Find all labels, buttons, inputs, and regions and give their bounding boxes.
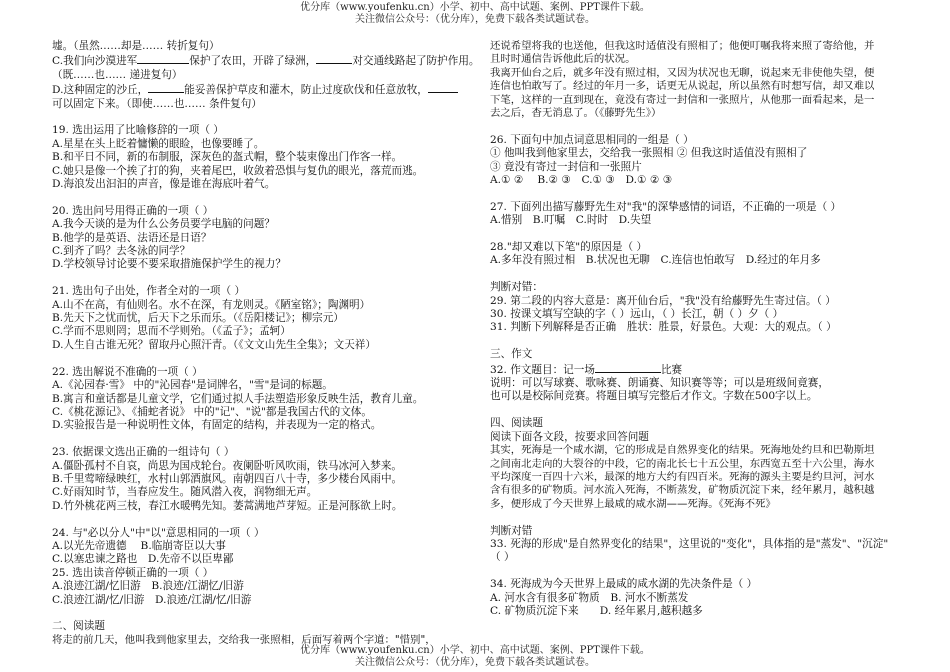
passage-line: 含有很多的矿物质。河水流入死海，不断蒸发，矿物质沉淀下来，经年累月，越积越 bbox=[490, 484, 875, 497]
passage-line: 将走的前几天，他叫我到他家里去，交给我一张照相，后面写着两个字道："惜别"， bbox=[52, 633, 436, 646]
option: D.人生自古谁无死？留取丹心照汗青。（《文文山先生全集》；文天祥） bbox=[52, 338, 376, 351]
passage-line: 多，便形成了今天世界上最咸的咸水湖——死海。《死海不死》 bbox=[490, 497, 776, 510]
option: A.浪迹江湖/忆旧游 B.浪迹/江湖忆/旧游 bbox=[52, 580, 244, 593]
section-heading: 四、阅读题 bbox=[490, 417, 543, 430]
page-footer bbox=[0, 645, 950, 669]
option: C.学而不思则罔；思而不学则殆。（《孟子》；孟轲） bbox=[52, 325, 291, 338]
option: A.多年没有照过相 B.状况也无聊 C.连信也怕敢写 D.经过的年月多 bbox=[490, 254, 821, 267]
option: ① 他叫我到他家里去，交给我一张照相 ② 但我这时适值没有照相了 bbox=[490, 147, 808, 160]
option: D.实验报告是一种说明性文体，有固定的结构，并表现为一定的格式。 bbox=[52, 419, 382, 432]
header-line-2: 关注微信公众号：（优分库），免费下载各类试题试卷。 bbox=[355, 14, 595, 25]
option: ③ 竟没有寄过一封信和一张照片 bbox=[490, 160, 642, 173]
option: D.海浪发出汩汩的声音，像是谁在海底叶着气。 bbox=[52, 178, 276, 191]
question-32: 32. 作文题目：记一场 比赛 bbox=[490, 363, 683, 376]
option: B.千里莺啼绿映红，水村山郭酒旗风。南朝四百八十寺，多少楼台风雨中。 bbox=[52, 472, 403, 485]
footer-line-2: 关注微信公众号：（优分库），免费下载各类试题试卷。 bbox=[355, 657, 595, 668]
option: D.学校领导讨论要不要采取措施保护学生的视力？ bbox=[52, 258, 286, 271]
option: C.《桃花源记》、《捕蛇者说》 中的"记"、"说"都是我国古代的文体。 bbox=[52, 405, 372, 418]
option: A.我今天谈的是为什么公务员要学电脑的问题？ bbox=[52, 218, 275, 231]
option: A.山不在高，有仙则名。水不在深，有龙则灵。《陋室铭》；陶渊明） bbox=[52, 298, 371, 311]
option: C.以塞忠谏之路也 D.先帝不以臣卑鄙 bbox=[52, 553, 234, 566]
question-33-paren: （ ） bbox=[490, 551, 515, 564]
text-line: 阅读下面各文段，按要求回答问题 bbox=[490, 430, 649, 443]
question-21: 21. 选出句子出处，作者全对的一项（ ） bbox=[52, 285, 246, 298]
passage-line: 下笔，这样的一直到现在，竟没有寄过一封信和一张照片，从他那一面看起来，是一 bbox=[490, 93, 875, 106]
question-28: 28."却又难以下笔"的原因是（ ） bbox=[490, 241, 648, 254]
passage-line: 去之后，杳无消息了。（《藤野先生》） bbox=[490, 107, 662, 120]
option: C. 矿物质沉淀下来 D. 经年累月,越积越多 bbox=[490, 604, 703, 617]
option: C.她只是像一个挨了打的狗，夹着尾巴，收敛着恐惧与复仇的眼光，落荒而逃。 bbox=[52, 164, 424, 177]
question-19: 19. 选出运用了比喻修辞的一项（ ） bbox=[52, 124, 224, 137]
passage-line: 我离开仙台之后，就多年没有照过相，又因为状况也无聊，说起来无非使他失望，便 bbox=[490, 66, 875, 79]
option: B.他学的是英语、法语还是日语？ bbox=[52, 231, 212, 244]
option: A.以光先帝遗德 B.临崩寄臣以大事 bbox=[52, 539, 226, 552]
answer-blank[interactable] bbox=[316, 53, 352, 64]
question-30: 30. 按课文填写空缺的字（ ）远山，（ ）长江，朝（ ）夕（ ） bbox=[490, 308, 784, 321]
option: A.《沁园春·雪》 中的"沁园春"是词牌名，"雪"是词的标题。 bbox=[52, 379, 333, 392]
passage-line: 还说希望将我的也送他，但我这时适值没有照相了；他便叮嘱我将来照了寄给他，并 bbox=[490, 40, 875, 52]
question-22: 22. 选出解说不准确的一项（ ） bbox=[52, 365, 203, 378]
option: B.和平日不同，新的布制服，深灰色的盔式帽，整个装束像出门作客一样。 bbox=[52, 151, 403, 164]
section-heading: 三、作文 bbox=[490, 348, 533, 361]
option: C.浪迹江湖/忆/旧游 D.浪迹/江湖/忆/旧游 bbox=[52, 593, 252, 606]
question-24: 24. 与"必以分人"中"以"意思相同的一项（ ） bbox=[52, 526, 265, 539]
text-line: 墟。（虽然……却是…… 转折复句） bbox=[52, 40, 220, 52]
question-33: 33. 死海的形成"是自然界变化的结果"，这里说的"变化"，具体指的是"蒸发"、"沉淀" bbox=[490, 537, 889, 550]
left-column bbox=[52, 40, 480, 647]
passage-line: 其实，死海是一个咸水湖，它的形成是自然界变化的结果。死海地处约旦和巴勒斯坦 bbox=[490, 444, 875, 457]
text-line: D.这种固定的沙丘， 能妥善保护草皮和灌木，防止过度砍伐和任意放牧， bbox=[52, 82, 462, 97]
text-line: （既……也…… 递进复句） bbox=[52, 68, 183, 81]
option: C.到齐了吗？去冬泳的同学？ bbox=[52, 245, 191, 258]
question-25: 25. 选出读音停顿正确的一项（ ） bbox=[52, 566, 214, 579]
option: A.星星在头上眨着慵懒的眼睑，也像要睡了。 bbox=[52, 137, 265, 150]
answer-blank[interactable] bbox=[428, 82, 458, 93]
right-column bbox=[490, 40, 900, 618]
sub-heading: 判断对错 bbox=[490, 524, 533, 537]
option: A.僵卧孤村不自哀，尚思为国戍轮台。夜阑卧听风吹雨，铁马冰河入梦来。 bbox=[52, 459, 403, 472]
page-header bbox=[0, 2, 950, 26]
passage-line: 且时时通信告诉他此后的状况。 bbox=[490, 53, 636, 66]
text-line: 可以固定下来。（即使……也…… 条件复句） bbox=[52, 97, 262, 110]
text-line: C.我们向沙漠进军 保护了农田，开辟了绿洲， 对交通线路起了防护作用。 bbox=[52, 55, 480, 68]
question-31: 31. 判断下列解释是否正确 胜状：胜景，好景色。大观：大的观点。（ ） bbox=[490, 321, 837, 334]
option: B.寓言和童话都是儿童文学，它们通过拟人手法塑造形象反映生活，教育儿童。 bbox=[52, 392, 424, 405]
question-29: 29. 第二段的内容大意是：离开仙台后，"我"没有给藤野先生寄过信。（ ） bbox=[490, 294, 836, 307]
question-27: 27. 下面列出描写藤野先生对"我"的深挚感情的词语，不正确的一项是（ ） bbox=[490, 200, 842, 213]
header-line-1: 优分库（www.youfenku.cn）小学、初中、高中试题、案例、PPT课件下载。 bbox=[300, 2, 650, 13]
option: A. 河水含有很多矿物质 B. 河水不断蒸发 bbox=[490, 591, 689, 604]
option: A.惜别 B.叮嘱 C.时时 D.失望 bbox=[490, 214, 652, 227]
text-line: 也可以是校际间竞赛。将题目填写完整后才作文。字数在500字以上。 bbox=[490, 390, 818, 403]
answer-blank[interactable] bbox=[595, 362, 661, 373]
question-26: 26. 下面句中加点词意思相同的一组是（ ） bbox=[490, 133, 694, 146]
question-34: 34. 死海成为今天世界上最咸的咸水湖的先决条件是（ ） bbox=[490, 578, 758, 591]
footer-line-1: 优分库（www.youfenku.cn）小学、初中、高中试题、案例、PPT课件下载。 bbox=[300, 645, 650, 656]
option: B.先天下之忧而忧，后天下之乐而乐。（《岳阳楼记》；柳宗元） bbox=[52, 312, 344, 325]
question-23: 23. 依据课文选出正确的一组诗句（ ） bbox=[52, 446, 235, 459]
section-heading: 二、阅读题 bbox=[52, 620, 105, 633]
answer-blank[interactable] bbox=[137, 53, 189, 64]
answer-blank[interactable] bbox=[148, 82, 184, 93]
option: D.竹外桃花两三枝，春江水暖鸭先知。萎蒿满地芦芽短。正是河豚欲上时。 bbox=[52, 499, 403, 512]
passage-line: 平均深度一百四十六米，最深的地方大约有四百米。死海的源头主要是约旦河，河水 bbox=[490, 470, 875, 483]
option: A.① ② B.② ③ C.① ③ D.① ② ③ bbox=[490, 174, 673, 187]
option: C.好雨知时节，当春应发生。随风潜入夜，润物细无声。 bbox=[52, 486, 318, 499]
passage-line: 连信也怕敢写了。经过的年月一多，话更无从说起，所以虽然有时想写信，却又难以 bbox=[490, 80, 875, 93]
passage-line: 之间南北走向的大裂谷的中段，它的南北长七十五公里，东西宽五至十六公里，海水 bbox=[490, 457, 875, 470]
sub-heading: 判断对错： bbox=[490, 281, 543, 294]
text-line: 说明：可以写球赛、歌咏赛、朗诵赛、知识赛等等；可以是班级间竟赛， bbox=[490, 377, 829, 390]
question-20: 20. 选出问号用得正确的一项（ ） bbox=[52, 204, 214, 217]
